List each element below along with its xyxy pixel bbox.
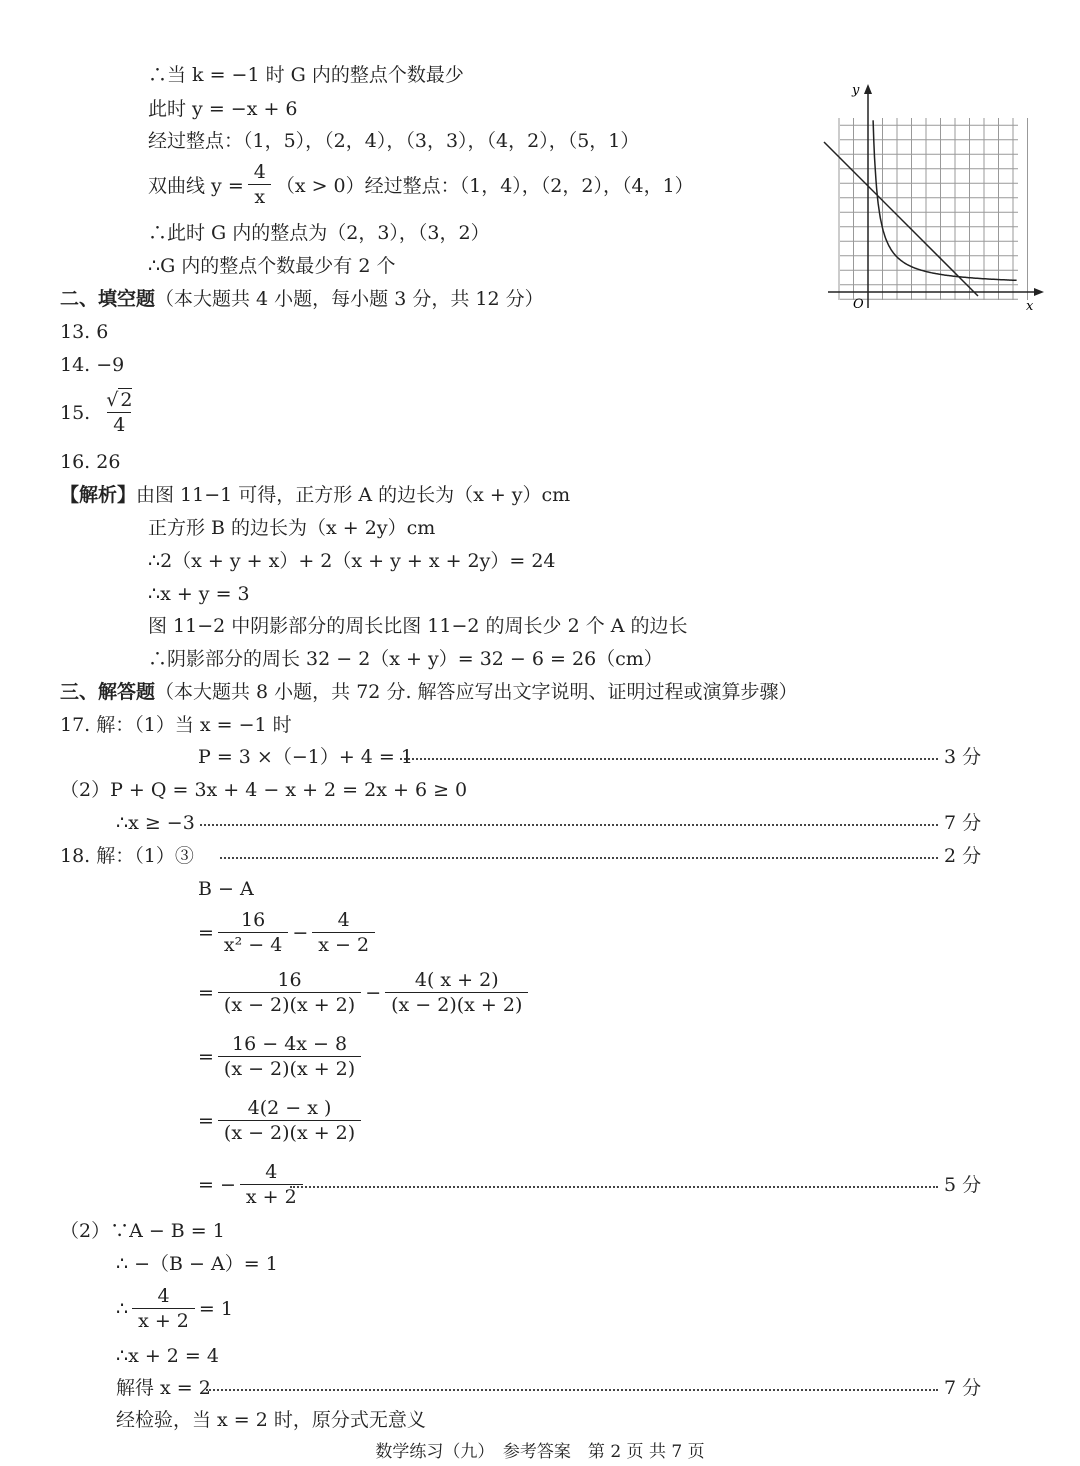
dotted-leader: [290, 1186, 938, 1188]
equals-sign: =: [198, 921, 214, 944]
analysis-text: 由图 11−1 可得，正方形 A 的边长为（x + y）cm: [136, 484, 571, 506]
hyperbola-line: [148, 160, 694, 209]
y-axis-label: y: [852, 83, 860, 98]
x-axis-label: x: [1026, 299, 1034, 314]
fraction: [218, 1032, 361, 1081]
fraction: [312, 908, 375, 957]
part2-line: ∴ −（B − A）= 1: [116, 1253, 278, 1275]
y-arrow: [864, 84, 872, 94]
part2-line: 解得 x = 2: [116, 1377, 211, 1399]
text-line: ∴G 内的整点个数最少有 2 个: [148, 255, 396, 277]
text-line: 经过整点：（1，5），（2，4），（3，3），（4，2），（5，1）: [148, 130, 640, 152]
text-segment: 双曲线 y =: [148, 175, 244, 197]
fraction: [100, 388, 138, 437]
numerator: 4: [337, 909, 350, 931]
equation-step: [198, 1032, 365, 1081]
analysis-line: 图 11−2 中阴影部分的周长比图 11−2 的周长少 2 个 A 的边长: [148, 615, 688, 637]
equals-sign: = −: [198, 1173, 236, 1196]
score-label: 5 分: [944, 1174, 982, 1196]
analysis-line: ∴2（x + y + x）+ 2（x + y + x + 2y）= 24: [148, 550, 556, 572]
answer-16: 16. 26: [60, 451, 121, 473]
q17-line: （2）P + Q = 3x + 4 − x + 2 = 2x + 6 ≥ 0: [60, 779, 468, 801]
minus-sign: −: [365, 981, 382, 1004]
dotted-leader: [400, 758, 938, 760]
score-label: 7 分: [944, 812, 982, 834]
numerator: 16: [241, 909, 266, 931]
therefore-sign: ∴: [116, 1297, 129, 1320]
denominator: x: [248, 184, 271, 209]
numerator: 16: [277, 969, 302, 991]
text-line: 此时 y = −x + 6: [148, 98, 298, 120]
answer-15: [60, 388, 142, 437]
part2-line: （2）∵A − B = 1: [60, 1220, 225, 1242]
part2-line: 经检验，当 x = 2 时，原分式无意义: [116, 1409, 426, 1431]
fraction: [218, 968, 361, 1017]
score-label: 2 分: [944, 845, 982, 867]
fraction: [218, 1096, 361, 1145]
coordinate-graph: [818, 80, 1048, 320]
score-label: 3 分: [944, 746, 982, 768]
q18-line: B − A: [198, 878, 254, 900]
answer-14: 14. −9: [60, 354, 125, 376]
denominator: (x − 2)(x + 2): [218, 1120, 361, 1145]
equals-sign: =: [198, 981, 214, 1004]
fraction: [240, 1160, 303, 1209]
numerator: 4: [265, 1161, 278, 1183]
equals-sign: =: [198, 1109, 214, 1132]
section-title: 三、解答题: [60, 681, 156, 703]
equation-step: [198, 1096, 365, 1145]
x-arrow: [1034, 288, 1044, 296]
denominator: x² − 4: [218, 932, 288, 957]
q17-line: ∴x ≥ −3: [116, 812, 195, 834]
section-heading: [60, 679, 798, 705]
numerator: 16 − 4x − 8: [232, 1033, 348, 1055]
answer-label: 15.: [60, 401, 91, 424]
equation-step: [198, 908, 379, 957]
equation-rhs: = 1: [198, 1297, 233, 1320]
analysis-label: 【解析】: [60, 484, 137, 506]
denominator: x + 2: [240, 1184, 303, 1209]
numerator: √ 2: [106, 389, 133, 411]
analysis-line: ∴阴影部分的周长 32 − 2（x + y）= 32 − 6 = 26（cm）: [148, 648, 663, 670]
section-title: 二、填空题: [60, 288, 156, 310]
section-desc: （本大题共 8 小题，共 72 分. 解答应写出文字说明、证明过程或演算步骤）: [155, 681, 798, 703]
sqrt-radicand: 2: [120, 389, 133, 411]
page-footer: 数学练习（九） 参考答案 第 2 页 共 7 页: [375, 1442, 705, 1462]
denominator: 4: [107, 412, 131, 437]
section-desc: （本大题共 4 小题，每小题 3 分，共 12 分）: [155, 288, 544, 310]
part2-line: ∴x + 2 = 4: [116, 1345, 219, 1367]
q17-line: 17. 解：（1）当 x = −1 时: [60, 714, 292, 736]
fraction: [385, 968, 528, 1017]
dotted-leader: [206, 1389, 938, 1391]
numerator: 4(2 − x ): [247, 1097, 332, 1119]
equation-step: [116, 1284, 233, 1333]
denominator: (x − 2)(x + 2): [385, 992, 528, 1017]
fraction: [248, 160, 272, 209]
origin-label: O: [853, 297, 864, 312]
equation-step: [198, 968, 532, 1017]
analysis-line: 正方形 B 的边长为（x + 2y）cm: [148, 517, 436, 539]
analysis-line: [60, 482, 570, 508]
equation-step: [198, 1160, 307, 1209]
section-heading: [60, 286, 544, 312]
denominator: x + 2: [132, 1308, 195, 1333]
answer-13: 13. 6: [60, 321, 109, 343]
analysis-line: ∴x + y = 3: [148, 583, 250, 605]
text-line: ∴此时 G 内的整点为（2，3），（3，2）: [148, 222, 490, 244]
q17-line: P = 3 ×（−1）+ 4 = 1: [198, 746, 413, 768]
numerator: 4( x + 2): [414, 969, 499, 991]
equals-sign: =: [198, 1045, 214, 1068]
denominator: (x − 2)(x + 2): [218, 992, 361, 1017]
q18-line: 18. 解：（1）③: [60, 845, 194, 867]
hyperbola-curve: [873, 120, 1017, 280]
dotted-leader: [200, 824, 938, 826]
numerator: 4: [253, 161, 266, 183]
dotted-leader: [220, 857, 938, 859]
minus-sign: −: [292, 921, 309, 944]
text-segment: （x > 0）经过整点：（1，4），（2，2），（4，1）: [275, 175, 694, 197]
fraction: [132, 1284, 195, 1333]
denominator: x − 2: [312, 932, 375, 957]
numerator: 4: [157, 1285, 170, 1307]
text-line: ∴当 k = −1 时 G 内的整点个数最少: [148, 64, 464, 86]
fraction: [218, 908, 288, 957]
score-label: 7 分: [944, 1377, 982, 1399]
denominator: (x − 2)(x + 2): [218, 1056, 361, 1081]
